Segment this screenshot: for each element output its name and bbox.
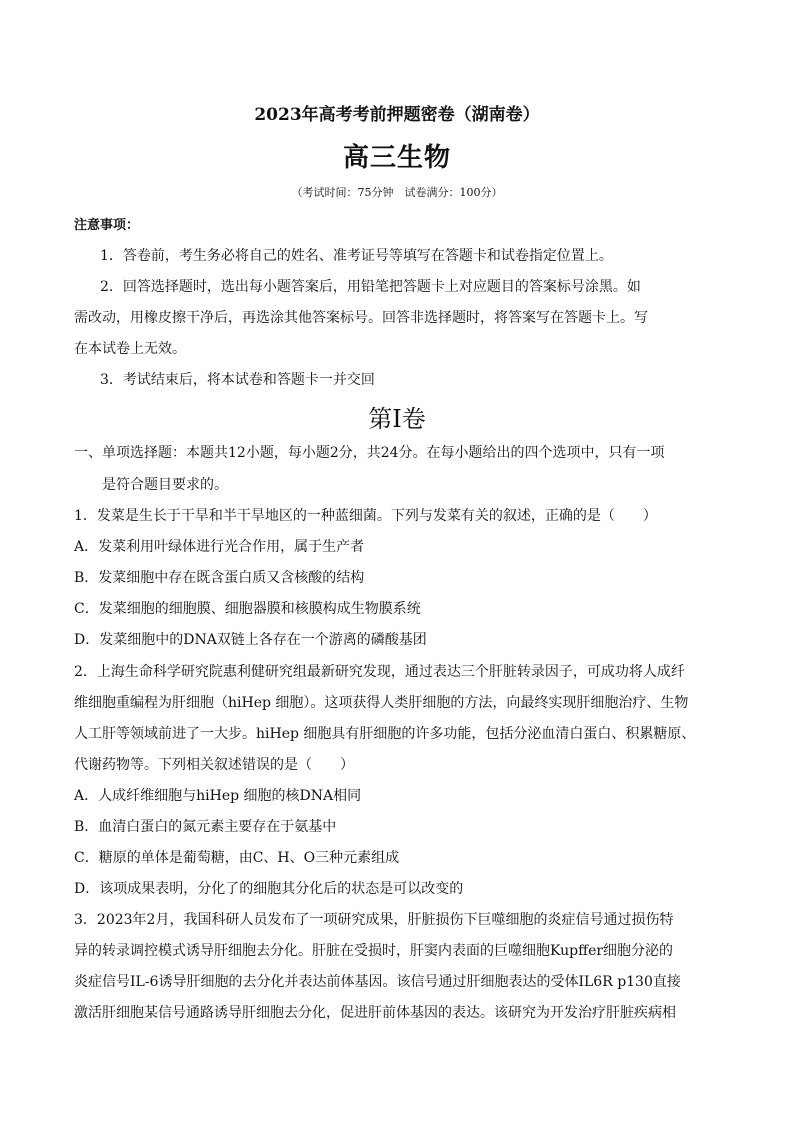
- question-2-stem: 人工肝等领域前进了一大步。hiHep 细胞具有肝细胞的许多功能，包括分泌血清白蛋白、积累糖原、: [74, 726, 696, 742]
- volume-title: 第Ⅰ卷: [368, 405, 426, 433]
- question-3-stem: 炎症信号IL-6诱导肝细胞的去分化并表达前体基因。该信号通过肝细胞表达的受体IL6R p130直接: [74, 974, 681, 990]
- question-1-option-c: C．发菜细胞的细胞膜、细胞器膜和核膜构成生物膜系统: [74, 601, 421, 617]
- notes-heading: 注意事项：: [74, 218, 140, 233]
- note-item: 需改动，用橡皮擦干净后，再选涂其他答案标号。回答非选择题时，将答案写在答题卡上。写: [74, 310, 648, 326]
- question-2-stem: 2．上海生命科学研究院惠利健研究组最新研究发现，通过表达三个肝脏转录因子，可成功将人成纤: [74, 664, 685, 680]
- section-instruction: 一、单项选择题：本题共12小题，每小题2分，共24分。在每小题给出的四个选项中，只有一项: [74, 445, 665, 461]
- question-1-stem: 1．发菜是生长于干旱和半干旱地区的一种蓝细菌。下列与发菜有关的叙述，正确的是（ ）: [74, 508, 657, 524]
- section-instruction: 是符合题目要求的。: [102, 477, 228, 493]
- question-2-stem: 维细胞重编程为肝细胞（hiHep 细胞）。这项获得人类肝细胞的方法，向最终实现肝细胞治疗、生物: [74, 695, 689, 711]
- question-3-stem: 激活肝细胞某信号通路诱导肝细胞去分化，促进肝前体基因的表达。该研究为开发治疗肝脏疾病相: [74, 1005, 676, 1021]
- question-2-option-a: A．人成纤维细胞与hiHep 细胞的核DNA相同: [74, 788, 362, 804]
- question-2-option-d: D．该项成果表明，分化了的细胞其分化后的状态是可以改变的: [74, 881, 464, 897]
- subject-title: 高三生物: [342, 143, 451, 173]
- exam-title: 2023年高考考前押题密卷（湖南卷）: [254, 105, 540, 125]
- note-item: 在本试卷上无效。: [74, 341, 186, 357]
- question-1-option-b: B．发菜细胞中存在既含蛋白质又含核酸的结构: [74, 570, 365, 586]
- note-item: 2．回答选择题时，选出每小题答案后，用铅笔把答题卡上对应题目的答案标号涂黑。如: [100, 279, 641, 295]
- question-1-option-d: D．发菜细胞中的DNA双链上各存在一个游离的磷酸基团: [74, 632, 427, 648]
- question-1-option-a: A．发菜利用叶绿体进行光合作用，属于生产者: [74, 539, 365, 555]
- question-3-stem: 3．2023年2月，我国科研人员发布了一项研究成果，肝脏损伤下巨噬细胞的炎症信号通过损伤特: [74, 912, 674, 928]
- question-2-stem: 代谢药物等。下列相关叙述错误的是（ ）: [74, 757, 354, 773]
- exam-meta: （考试时间：75分钟 试卷满分：100分）: [291, 186, 503, 199]
- question-3-stem: 异的转录调控模式诱导肝细胞去分化。肝脏在受损时，肝窦内表面的巨噬细胞Kupffer细胞分泌的: [74, 943, 674, 959]
- note-item: 3．考试结束后，将本试卷和答题卡一并交回: [100, 372, 375, 388]
- question-2-option-c: C．糖原的单体是葡萄糖，由C、H、O三种元素组成: [74, 850, 400, 866]
- note-item: 1．答卷前，考生务必将自己的姓名、准考证号等填写在答题卡和试卷指定位置上。: [100, 248, 613, 264]
- question-2-option-b: B．血清白蛋白的氮元素主要存在于氨基中: [74, 819, 337, 835]
